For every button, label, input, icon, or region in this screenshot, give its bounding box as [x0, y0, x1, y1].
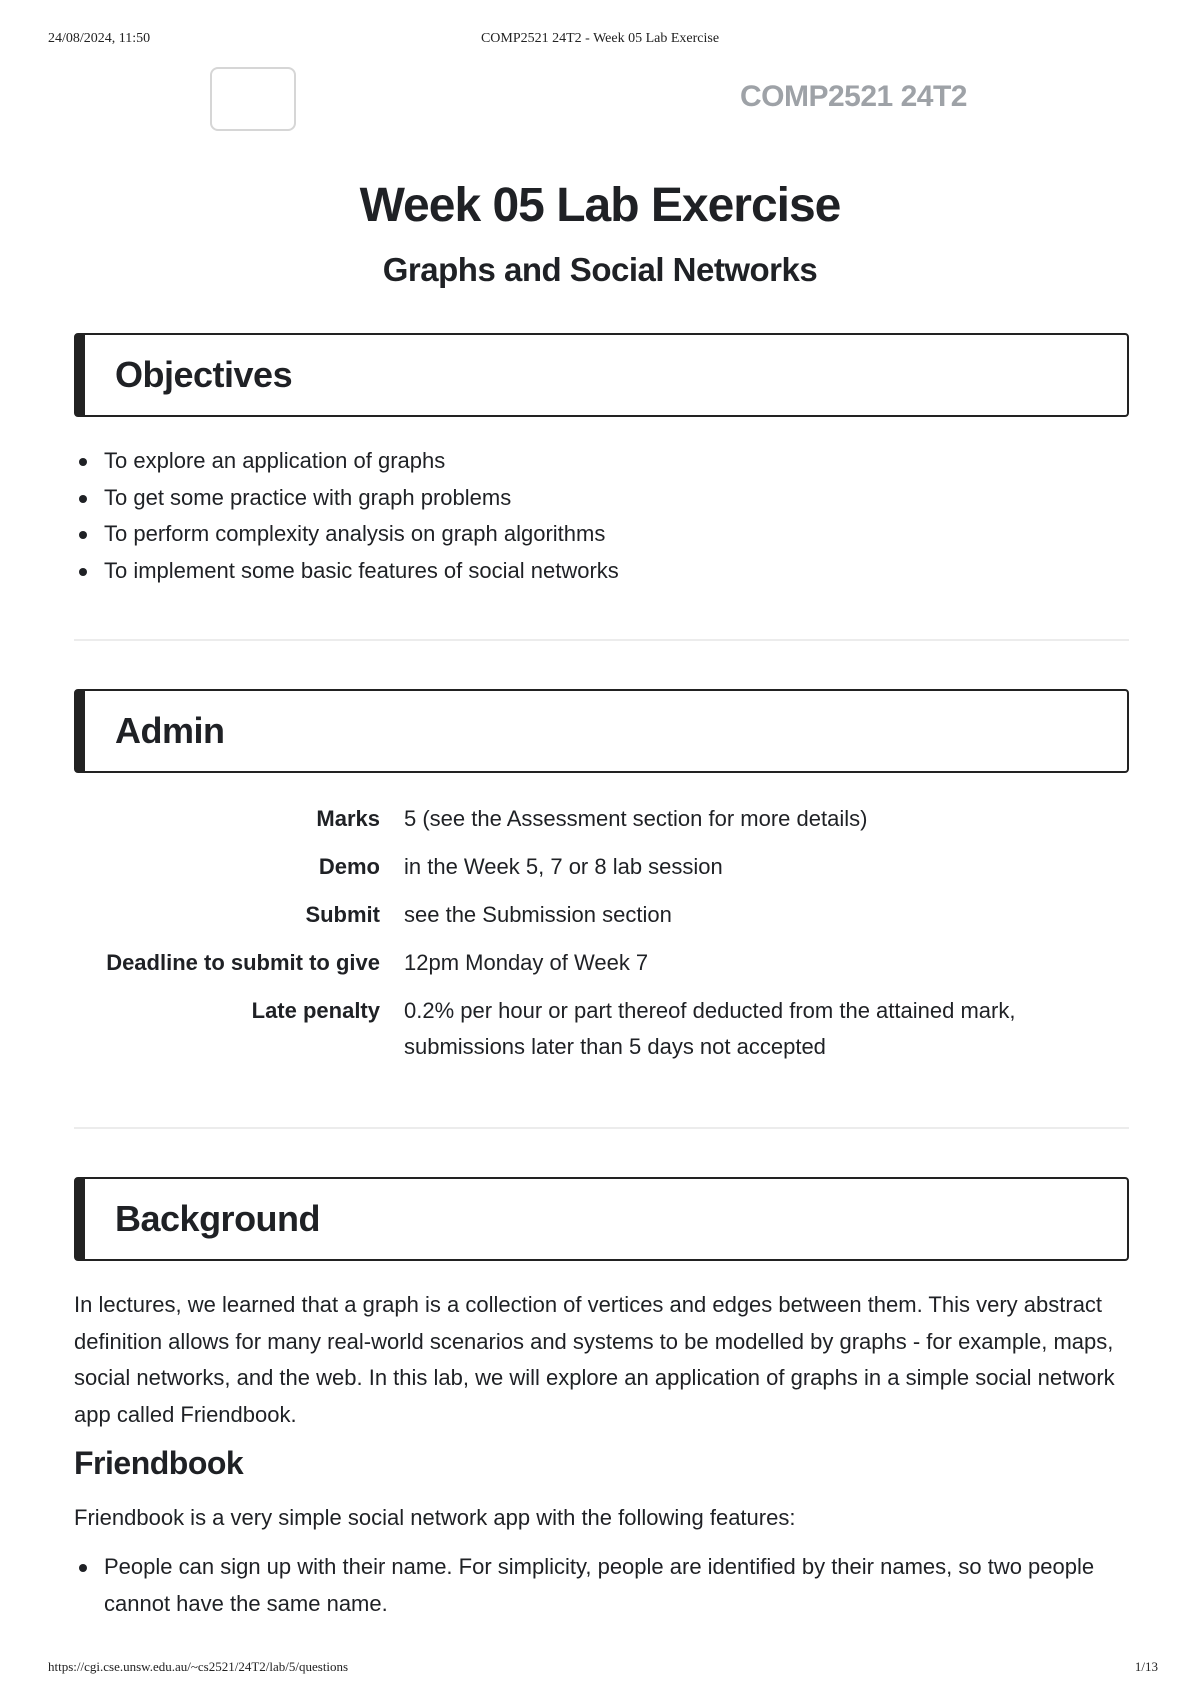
- table-row: [74, 891, 1124, 939]
- list-item: To explore an application of graphs: [74, 443, 619, 480]
- print-footer-page-number: 1/13: [1134, 1659, 1158, 1674]
- list-item: To implement some basic features of social networks: [74, 553, 619, 590]
- objectives-heading: Objectives: [115, 354, 293, 395]
- admin-value: 12pm Monday of Week 7: [404, 950, 649, 975]
- friendbook-intro: Friendbook is a very simple social network app with the following features:: [74, 1505, 796, 1530]
- page-title: Week 05 Lab Exercise: [359, 179, 841, 232]
- admin-section-header: [74, 689, 1129, 773]
- list-item: People can sign up with their name. For simplicity, people are identified by their names, so two people cannot have the same name.: [74, 1549, 1134, 1622]
- table-row: [74, 795, 1124, 843]
- logo-placeholder: [210, 67, 296, 131]
- admin-key: Late penalty: [251, 998, 380, 1023]
- table-row: [74, 939, 1124, 987]
- table-row: [74, 843, 1124, 891]
- print-footer-url[interactable]: https://cgi.cse.unsw.edu.au/~cs2521/24T2/lab/5/questions: [48, 1659, 349, 1674]
- list-item: To perform complexity analysis on graph algorithms: [74, 516, 619, 553]
- background-section-header: [74, 1177, 1129, 1261]
- admin-key: Submit: [305, 902, 380, 927]
- list-item: To get some practice with graph problems: [74, 480, 619, 517]
- admin-key: Demo: [318, 854, 380, 879]
- print-header-title: COMP2521 24T2 - Week 05 Lab Exercise: [480, 31, 720, 46]
- admin-value: see the Submission section: [404, 902, 672, 927]
- admin-value: 0.2% per hour or part thereof deducted from the attained mark, submissions later than 5 days not accepted: [404, 998, 1016, 1059]
- section-divider: [74, 1127, 1129, 1129]
- admin-key: Marks: [316, 806, 380, 831]
- friendbook-heading: Friendbook: [74, 1445, 244, 1481]
- admin-value: 5 (see the Assessment section for more details): [404, 806, 868, 831]
- objectives-section-header: [74, 333, 1129, 417]
- table-row: [74, 987, 1124, 1071]
- friendbook-features-list: [74, 1549, 1134, 1622]
- admin-table: [74, 795, 1124, 1071]
- admin-value: in the Week 5, 7 or 8 lab session: [404, 854, 723, 879]
- print-header-datetime: 24/08/2024, 11:50: [48, 31, 151, 46]
- page-subtitle: Graphs and Social Networks: [382, 251, 818, 288]
- objectives-list: [74, 443, 619, 589]
- admin-heading: Admin: [115, 710, 225, 751]
- section-divider: [74, 639, 1129, 641]
- admin-key: Deadline to submit to give: [106, 950, 380, 975]
- background-paragraph: In lectures, we learned that a graph is a collection of vertices and edges between them. This very abstract definition allows for many real-world scenarios and systems to be modelled by graphs - for example, maps, social networks, and the web. In this lab, we will explore an application of graphs in a simple social network app called Friendbook.: [74, 1292, 1115, 1427]
- background-heading: Background: [115, 1198, 321, 1239]
- course-code[interactable]: COMP2521 24T2: [740, 80, 967, 113]
